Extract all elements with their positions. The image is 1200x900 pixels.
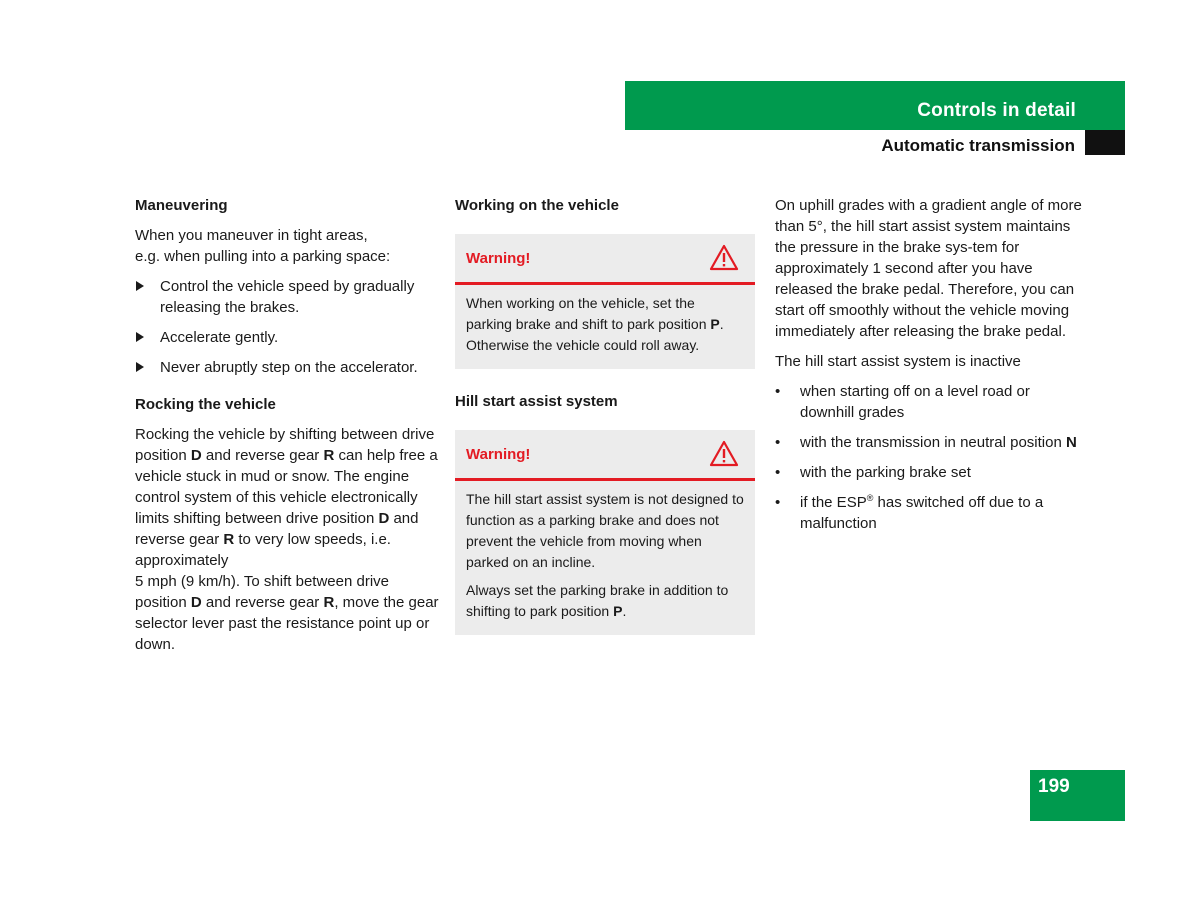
condition-text: with the transmission in neutral position: [800, 434, 1066, 451]
text: Rocking the vehicle by shifting between drive position: [135, 426, 435, 464]
text: , move the gear selector lever past the resistance point up or down.: [135, 594, 439, 653]
list-item: [135, 327, 440, 348]
column-right: [775, 195, 1085, 543]
working-heading: Working on the vehicle: [455, 197, 619, 214]
arrow-bullet-icon: [136, 362, 144, 372]
text: can help free a vehicle stuck in mud or snow. The engine control system of this vehicle electronically limits shifting between drive position: [135, 447, 438, 527]
step-text: Accelerate gently.: [160, 329, 279, 346]
warning-header: [455, 234, 755, 285]
warning-box: [455, 430, 755, 635]
chapter-title: Controls in detail: [917, 100, 1076, 121]
hill-start-heading: Hill start assist system: [455, 393, 618, 410]
gear-code: P: [613, 603, 623, 619]
bullet-icon: •: [775, 494, 781, 511]
text: Always set the parking brake in addition to shifting to park position: [466, 582, 729, 619]
warning-title: Warning!: [466, 250, 531, 267]
column-middle: [455, 195, 755, 657]
bullet-icon: •: [775, 434, 781, 451]
warning-header: [455, 430, 755, 481]
condition-text: when starting off on a level road or downhill grades: [800, 383, 1030, 421]
inactive-lead: The hill start assist system is inactive: [775, 353, 1021, 370]
gear-code: P: [710, 316, 720, 332]
list-item: [775, 462, 1085, 483]
text: and reverse gear: [135, 510, 419, 548]
gear-code: N: [1065, 434, 1077, 451]
text: to very low speeds, i.e. approximately: [135, 531, 391, 569]
hill-start-description: On uphill grades with a gradient angle of more than 5°, the hill start assist system maintains the pressure in the brake sys-tem for approximately 1 second after you have released the brake pedal. Therefore, you can start off smoothly without the vehicle moving immediately after releasing the brake pedal.: [775, 197, 1082, 340]
arrow-bullet-icon: [136, 281, 144, 291]
step-text: Never abruptly step on the accelerator.: [160, 359, 418, 376]
maneuvering-intro: [135, 225, 440, 267]
list-item: [775, 381, 1085, 423]
warning-box: [455, 234, 755, 369]
maneuvering-intro-line2: e.g. when pulling into a parking space:: [135, 248, 391, 265]
warning-text: [466, 293, 744, 356]
text: and reverse gear: [201, 447, 324, 464]
maneuvering-steps: [135, 276, 440, 378]
header-band: [625, 81, 1125, 130]
warning-title: Warning!: [466, 446, 531, 463]
warning-body: [455, 285, 755, 369]
text: and reverse gear: [201, 594, 324, 611]
gear-code: R: [323, 594, 335, 611]
registered-mark: ®: [866, 493, 874, 503]
gear-code: R: [323, 447, 335, 464]
list-item: [775, 432, 1085, 453]
warning-triangle-icon: [709, 244, 739, 271]
warning-text: The hill start assist system is not designed to function as a parking brake and does not prevent the vehicle from moving when parked on an incline.: [466, 491, 744, 570]
page-number-box: [1030, 770, 1125, 821]
text: When working on the vehicle, set the parking brake and shift to park position: [466, 295, 711, 332]
warning-text: [466, 580, 744, 622]
step-text: Control the vehicle speed by gradually releasing the brakes.: [160, 278, 415, 316]
gear-code: R: [223, 531, 235, 548]
section-title: Automatic transmission: [881, 136, 1075, 155]
gear-code: D: [190, 594, 202, 611]
page-number: 199: [1038, 776, 1070, 797]
list-item: [135, 276, 440, 318]
list-item: [775, 492, 1085, 534]
maneuvering-heading: Maneuvering: [135, 197, 228, 214]
rocking-heading: Rocking the vehicle: [135, 396, 276, 413]
list-item: [135, 357, 440, 378]
warning-body: [455, 481, 755, 635]
text: .: [622, 603, 627, 619]
text: 5 mph (9 km/h). To shift between drive position: [135, 573, 390, 611]
rocking-paragraph: [135, 424, 440, 655]
condition-text: with the parking brake set: [800, 464, 971, 481]
bullet-icon: •: [775, 464, 781, 481]
condition-text: has switched off due to a malfunction: [800, 494, 1044, 532]
inactive-conditions: [775, 381, 1085, 534]
column-left: [135, 195, 440, 664]
warning-triangle-icon: [709, 440, 739, 467]
arrow-bullet-icon: [136, 332, 144, 342]
section-marker: [1085, 130, 1125, 155]
text: . Otherwise the vehicle could roll away.: [466, 316, 724, 353]
gear-code: D: [378, 510, 390, 527]
maneuvering-intro-line1: When you maneuver in tight areas,: [135, 227, 368, 244]
condition-text: if the ESP: [800, 494, 867, 511]
gear-code: D: [190, 447, 202, 464]
bullet-icon: •: [775, 383, 781, 400]
